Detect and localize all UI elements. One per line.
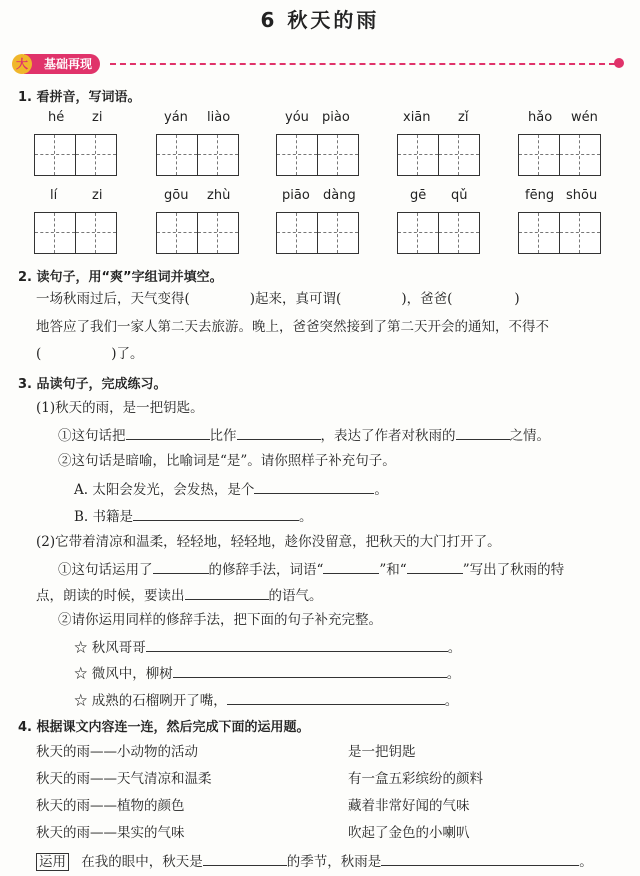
pinyin: liào xyxy=(207,110,231,125)
match-left-item[interactable]: 秋天的雨——小动物的活动 xyxy=(36,744,198,760)
pinyin: qǔ xyxy=(451,188,468,203)
writing-grid[interactable] xyxy=(276,212,359,254)
pinyin: lí xyxy=(50,188,58,203)
q3-part-1: (1)秋天的雨，是一把钥匙。 xyxy=(36,400,204,416)
q2-line-1: 一场秋雨过后，天气变得( )起来，真可谓( )，爸爸( ) xyxy=(36,291,520,307)
section-label: 基础再现 xyxy=(24,54,100,74)
pinyin: gōu xyxy=(164,188,189,203)
match-right-item[interactable]: 是一把钥匙 xyxy=(348,744,416,760)
pinyin: zǐ xyxy=(458,110,469,125)
q3-2-1: ①这句话运用了 的修辞手法，词语“ ”和“ ”写出了秋雨的特 xyxy=(58,559,564,579)
writing-grid[interactable] xyxy=(397,212,480,254)
match-right-item[interactable]: 藏着非常好闻的气味 xyxy=(348,798,470,814)
banner-end-dot xyxy=(614,58,624,68)
section-icon: 大 xyxy=(12,54,32,74)
q3-1-B: B. 书籍是 。 xyxy=(74,506,313,526)
pinyin: gē xyxy=(410,188,427,203)
pinyin: piào xyxy=(322,110,350,125)
q3-part-2: (2)它带着清凉和温柔，轻轻地，轻轻地，趁你没留意，把秋天的大门打开了。 xyxy=(36,534,501,550)
pinyin: zi xyxy=(92,188,103,203)
writing-grid[interactable] xyxy=(156,212,239,254)
banner-dashed-line xyxy=(110,63,615,65)
pinyin: dàng xyxy=(323,188,356,203)
q3-star-2: ☆ 微风中，柳树 。 xyxy=(74,663,460,683)
q3-1-2: ②这句话是暗喻，比喻词是“是”。请你照样子补充句子。 xyxy=(58,453,396,469)
pinyin: hé xyxy=(48,110,65,125)
pinyin: zi xyxy=(92,110,103,125)
q1-heading: 1. 看拼音，写词语。 xyxy=(18,90,141,105)
pinyin: wén xyxy=(571,110,598,125)
match-left-item[interactable]: 秋天的雨——果实的气味 xyxy=(36,825,185,841)
pinyin: hǎo xyxy=(528,110,553,125)
pinyin: xiān xyxy=(403,110,431,125)
match-left-item[interactable]: 秋天的雨——植物的颜色 xyxy=(36,798,185,814)
q4-apply: 运用 在我的眼中，秋天是 的季节，秋雨是 。 xyxy=(36,851,593,871)
pinyin: yóu xyxy=(285,110,309,125)
pinyin: yán xyxy=(164,110,188,125)
match-left-item[interactable]: 秋天的雨——天气清凉和温柔 xyxy=(36,771,212,787)
pinyin: shōu xyxy=(566,188,598,203)
q3-star-3: ☆ 成熟的石榴咧开了嘴， 。 xyxy=(74,690,458,710)
match-right-item[interactable]: 吹起了金色的小喇叭 xyxy=(348,825,470,841)
writing-grid[interactable] xyxy=(518,212,601,254)
apply-label: 运用 xyxy=(36,853,69,871)
q4-heading: 4. 根据课文内容连一连，然后完成下面的运用题。 xyxy=(18,720,310,735)
q3-star-1: ☆ 秋风哥哥 。 xyxy=(74,637,461,657)
writing-grid[interactable] xyxy=(156,134,239,176)
q3-1-A: A. 太阳会发光，会发热，是个 。 xyxy=(74,479,388,499)
writing-grid[interactable] xyxy=(397,134,480,176)
section-banner xyxy=(12,54,627,74)
page-title: 6 秋天的雨 xyxy=(260,8,380,32)
q3-2-1-cont: 点，朗读的时候，要读出 的语气。 xyxy=(36,585,323,605)
q2-line-2: 地答应了我们一家人第二天去旅游。晚上，爸爸突然接到了第二天开会的通知，不得不 xyxy=(36,319,549,335)
q3-heading: 3. 品读句子，完成练习。 xyxy=(18,377,167,392)
q2-line-3: ( )了。 xyxy=(36,346,144,362)
pinyin: piāo xyxy=(282,188,310,203)
pinyin: fēng xyxy=(525,188,555,203)
writing-grid[interactable] xyxy=(34,212,117,254)
q3-2-2: ②请你运用同样的修辞手法，把下面的句子补充完整。 xyxy=(58,612,382,628)
writing-grid[interactable] xyxy=(518,134,601,176)
pinyin: zhù xyxy=(207,188,231,203)
writing-grid[interactable] xyxy=(34,134,117,176)
writing-grid[interactable] xyxy=(276,134,359,176)
q3-1-1: ①这句话把 比作 ，表达了作者对秋雨的 之情。 xyxy=(58,425,550,445)
q2-heading: 2. 读句子，用“爽”字组词并填空。 xyxy=(18,270,223,285)
match-right-item[interactable]: 有一盒五彩缤纷的颜料 xyxy=(348,771,483,787)
